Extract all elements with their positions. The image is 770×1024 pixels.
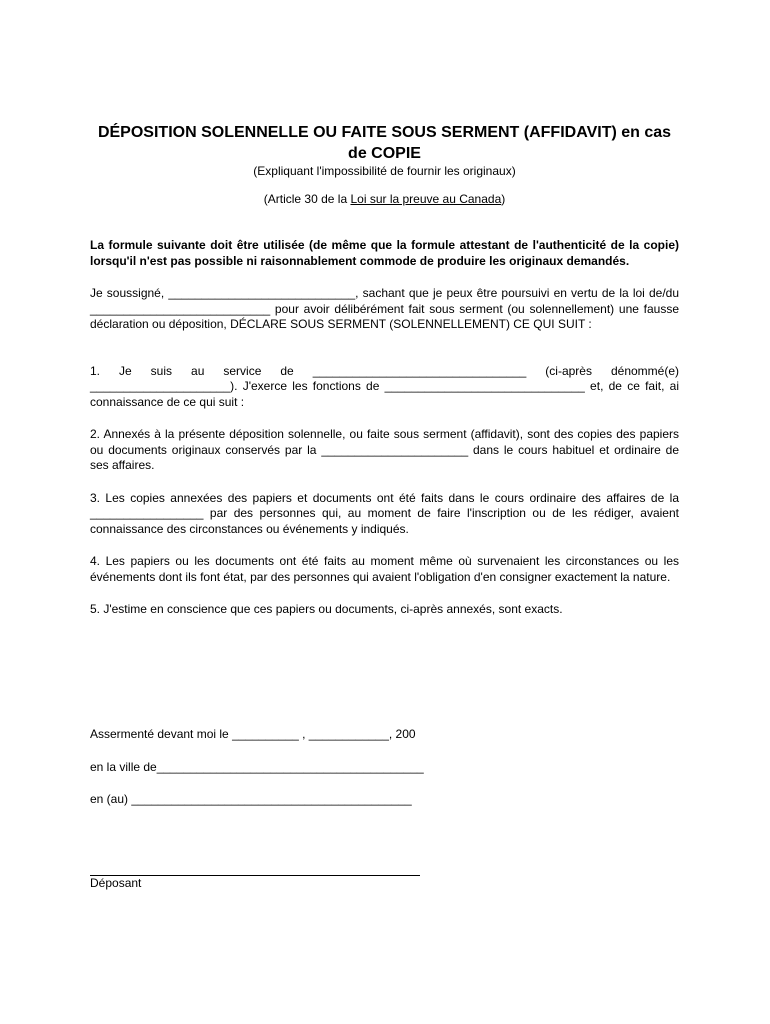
document-title: DÉPOSITION SOLENNELLE OU FAITE SOUS SERMENT (AFFIDAVIT) en cas de COPIE [97,124,672,162]
signature-block [90,727,679,825]
paragraph-3: 3. Les copies annexées des papiers et documents ont été faits dans le cours ordinaire des affaires de la _________________ par des personnes qui, au moment de faire l'inscription ou de les rédiger, avaient connaissance des circonstances ou événements y indiqués. [90,490,679,536]
paragraph-5: 5. J'estime en conscience que ces papiers ou documents, ci-après annexés, sont exacts. [90,602,563,616]
document-body [90,122,679,618]
document-subtitle: (Expliquant l'impossibilité de fournir les originaux) [253,164,516,178]
declaration-paragraph: Je soussigné, ____________________________, sachant que je peux être poursuivi en vertu de la loi de/du ___________________________ pour avoir délibérément fait sous serment (ou solennellement) une fausse déclaration ou déposition, DÉCLARE SOUS SERMENT (SOLENNELLEMENT) CE QUI SUIT : [90,286,679,331]
article-suffix: ) [501,192,506,206]
paragraph-1: 1. Je suis au service de ________________________________ (ci-après dénommé(e) _____________________). J'exerce les fonctions de ______________________________ et, de ce fait, ai connaissance de ce qui suit : [90,363,679,409]
paragraph-4: 4. Les papiers ou les documents ont été faits au moment même où survenaient les circonstances ou les événements dont ils font état, par des personnes qui avaient l'obligation d'en consigner exactement la nature. [90,554,679,584]
location-line: en (au) __________________________________________ [90,792,412,806]
city-line: en la ville de________________________________________ [90,759,424,774]
article-prefix: (Article 30 de la [263,192,351,206]
article-reference [90,192,679,207]
intro-instructions: La formule suivante doit être utilisée (de même que la formule attestant de l'authenticité de la copie) lorsqu'il n'est pas possible ni raisonnablement commode de produire les originaux demandés. [90,238,679,268]
deponent-label: Déposant [90,876,142,890]
paragraph-2: 2. Annexés à la présente déposition solennelle, ou faite sous serment (affidavit), sont des copies des papiers ou documents originaux conservés par la ______________________ dans le cours habituel et ordinaire de ses affaires. [90,427,679,472]
law-name: Loi sur la preuve au Canada [350,192,502,206]
sworn-before-line: Assermenté devant moi le __________ , ____________, 200 [90,727,416,741]
